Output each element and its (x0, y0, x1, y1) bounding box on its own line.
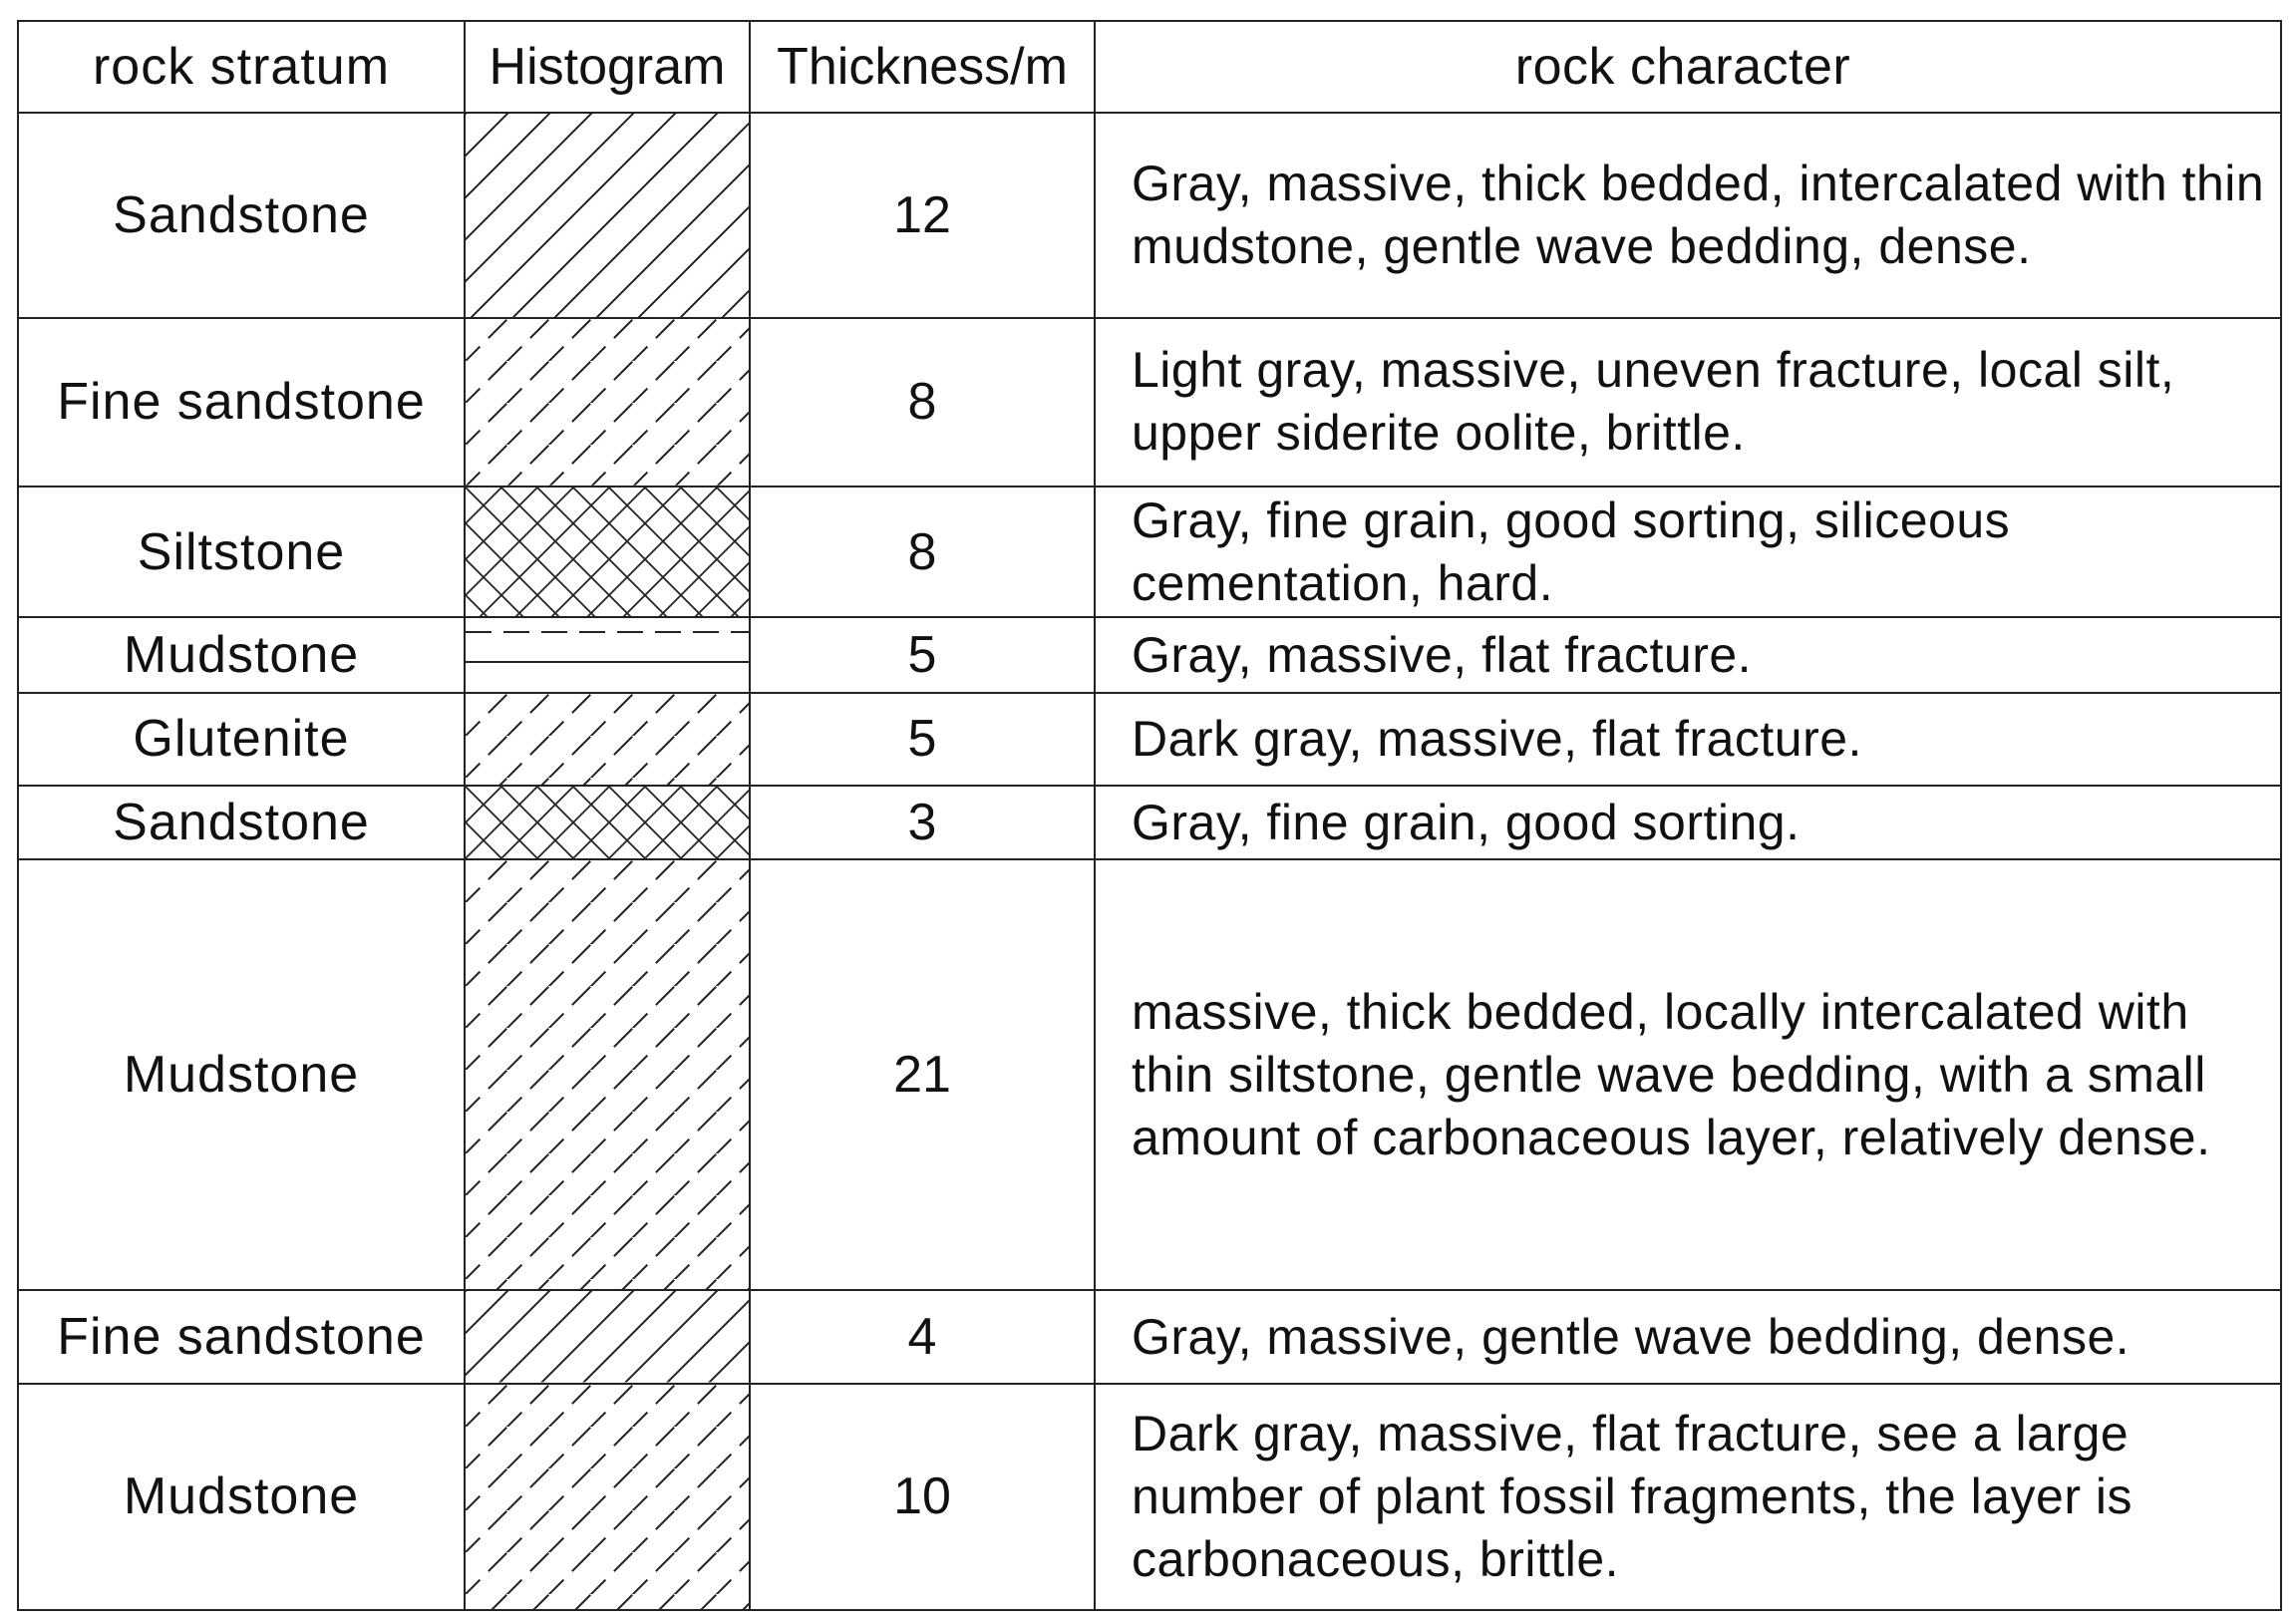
table-row (18, 617, 2281, 692)
lithology-pattern-icon (466, 618, 749, 691)
lithology-pattern-icon (466, 1291, 749, 1382)
rock-character-cell: Dark gray, massive, flat fracture, see a large number of plant fossil fragments, the layer is carbonaceous, brittle. (1095, 1384, 2281, 1610)
cross-hatch-fill (466, 487, 749, 617)
dashed-diagonal-hatch-fill (466, 1385, 749, 1609)
diagonal-hatch-fill (466, 1291, 749, 1382)
thickness-cell: 3 (750, 786, 1095, 859)
header-rock-stratum: rock stratum (18, 21, 465, 113)
thickness-cell: 4 (750, 1290, 1095, 1383)
histogram-cell (465, 1384, 750, 1610)
horizontal-dash-fill (466, 618, 749, 691)
rock-stratum-cell: Sandstone (18, 113, 465, 318)
thickness-cell: 5 (750, 617, 1095, 692)
thickness-cell: 21 (750, 859, 1095, 1290)
dashed-diagonal-hatch-fill (466, 694, 749, 785)
lithology-pattern-icon (466, 487, 749, 617)
table-row (18, 786, 2281, 859)
histogram-cell (465, 617, 750, 692)
table-row (18, 1290, 2281, 1383)
cross-hatch-fill (466, 787, 749, 858)
lithology-pattern-icon (466, 114, 749, 317)
rock-stratum-cell: Mudstone (18, 1384, 465, 1610)
rock-character-cell: Gray, massive, gentle wave bedding, dense. (1095, 1290, 2281, 1383)
lithology-pattern-icon (466, 860, 749, 1289)
rock-character-cell: Gray, fine grain, good sorting, siliceous cementation, hard. (1095, 487, 2281, 618)
histogram-cell (465, 113, 750, 318)
rock-stratum-cell: Glutenite (18, 693, 465, 786)
lithology-pattern-icon (466, 319, 749, 486)
lithology-pattern-icon (466, 787, 749, 858)
rock-character-cell: massive, thick bedded, locally intercalated with thin siltstone, gentle wave bedding, with a small amount of carbonaceous layer, relatively dense. (1095, 859, 2281, 1290)
lithology-pattern-icon (466, 694, 749, 785)
rock-stratum-cell: Mudstone (18, 859, 465, 1290)
header-histogram: Histogram (465, 21, 750, 113)
rock-stratum-cell: Fine sandstone (18, 1290, 465, 1383)
histogram-cell (465, 859, 750, 1290)
rock-character-cell: Dark gray, massive, flat fracture. (1095, 693, 2281, 786)
rock-stratum-cell: Siltstone (18, 487, 465, 618)
table-row (18, 693, 2281, 786)
header-thickness: Thickness/m (750, 21, 1095, 113)
rock-stratum-cell: Mudstone (18, 617, 465, 692)
thickness-cell: 8 (750, 318, 1095, 487)
histogram-cell (465, 1290, 750, 1383)
table-row (18, 113, 2281, 318)
lithology-pattern-icon (466, 1385, 749, 1609)
rock-stratum-cell: Sandstone (18, 786, 465, 859)
rock-character-cell: Gray, fine grain, good sorting. (1095, 786, 2281, 859)
thickness-cell: 12 (750, 113, 1095, 318)
histogram-cell (465, 693, 750, 786)
rock-character-cell: Gray, massive, thick bedded, intercalated with thin mudstone, gentle wave bedding, dense. (1095, 113, 2281, 318)
dashed-diagonal-hatch-fill (466, 860, 749, 1289)
rock-character-cell: Gray, massive, flat fracture. (1095, 617, 2281, 692)
rock-stratum-cell: Fine sandstone (18, 318, 465, 487)
header-rock-character: rock character (1095, 21, 2281, 113)
histogram-cell (465, 487, 750, 618)
strata-table (17, 20, 2282, 1611)
rock-character-cell: Light gray, massive, uneven fracture, local silt, upper siderite oolite, brittle. (1095, 318, 2281, 487)
histogram-cell (465, 786, 750, 859)
table-row (18, 318, 2281, 487)
thickness-cell: 10 (750, 1384, 1095, 1610)
table-row (18, 1384, 2281, 1610)
strata-body (18, 113, 2281, 1610)
header-row (18, 21, 2281, 113)
thickness-cell: 8 (750, 487, 1095, 618)
histogram-cell (465, 318, 750, 487)
table-row (18, 859, 2281, 1290)
dashed-diagonal-hatch-fill (466, 319, 749, 486)
thickness-cell: 5 (750, 693, 1095, 786)
table-row (18, 487, 2281, 618)
diagonal-hatch-fill (466, 114, 749, 317)
